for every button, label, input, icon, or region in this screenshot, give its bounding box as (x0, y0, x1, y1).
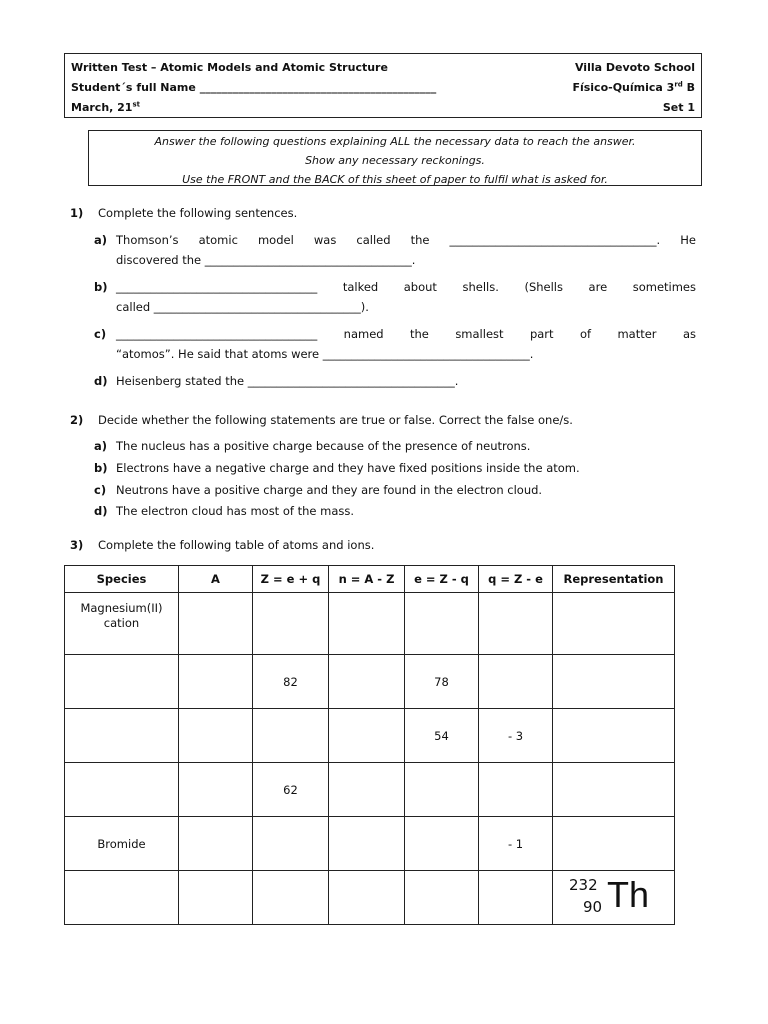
question-3: 3) Complete the following table of atoms and ions. (70, 538, 375, 552)
table-cell (65, 871, 179, 925)
statement-c: c) Neutrons have a positive charge and they are found in the electron cloud. (94, 483, 543, 497)
column-header: Representation (553, 566, 675, 593)
element-symbol: Th (607, 873, 650, 915)
column-header: Z = e + q (253, 566, 329, 593)
column-header: Species (65, 566, 179, 593)
table-cell (65, 763, 179, 817)
table-cell (179, 593, 253, 655)
table-cell: Magnesium(II) cation (65, 593, 179, 655)
table-cell (553, 709, 675, 763)
question-1d: d) Heisenberg stated the ____________________________________. (94, 374, 459, 388)
test-title: Written Test – Atomic Models and Atomic Structure (71, 60, 388, 74)
table-cell (405, 763, 479, 817)
table-row (65, 817, 675, 871)
student-name-field: Student´s full Name ___________________________________________ (71, 80, 437, 94)
table-cell (179, 763, 253, 817)
table-row (65, 655, 675, 709)
table-cell (329, 655, 405, 709)
table-cell: 54 (405, 709, 479, 763)
table-cell (329, 709, 405, 763)
question-1: 1) Complete the following sentences. (70, 206, 298, 220)
table-cell (479, 763, 553, 817)
isotope-representation (553, 871, 675, 925)
atoms-ions-table (64, 565, 675, 925)
statement-d: d) The electron cloud has most of the mass. (94, 504, 355, 518)
table-cell (179, 655, 253, 709)
instruction-line: Answer the following questions explaining ALL the necessary data to reach the answer. (154, 135, 636, 148)
mass-number: 232 (569, 875, 598, 894)
table-cell (253, 817, 329, 871)
statement-b: b) Electrons have a negative charge and they have fixed positions inside the atom. (94, 461, 580, 475)
table-header-row (65, 566, 675, 593)
table-cell (179, 871, 253, 925)
table-cell (329, 763, 405, 817)
column-header: A (179, 566, 253, 593)
school-name: Villa Devoto School (574, 60, 695, 74)
table-row (65, 763, 675, 817)
table-cell (405, 593, 479, 655)
test-set: Set 1 (662, 100, 695, 114)
table-cell: 78 (405, 655, 479, 709)
table-cell: - 1 (479, 817, 553, 871)
table-cell (553, 817, 675, 871)
question-1b: b) ___________________________________ talked about shells. (Shells are sometimes called ____________________________________). (94, 280, 696, 314)
table-cell (553, 763, 675, 817)
table-cell: 62 (253, 763, 329, 817)
column-header: e = Z - q (405, 566, 479, 593)
question-2: 2) Decide whether the following statements are true or false. Correct the false one/s. (70, 413, 573, 427)
table-cell (179, 709, 253, 763)
test-header (64, 53, 702, 118)
table-cell (253, 709, 329, 763)
table-cell (253, 593, 329, 655)
table-cell: 82 (253, 655, 329, 709)
column-header: q = Z - e (479, 566, 553, 593)
table-cell: - 3 (479, 709, 553, 763)
table-row (65, 709, 675, 763)
atomic-number: 90 (583, 897, 603, 916)
table-cell (179, 817, 253, 871)
table-cell (479, 655, 553, 709)
table-cell (553, 655, 675, 709)
table-cell (329, 871, 405, 925)
table-cell (405, 817, 479, 871)
table-cell (405, 871, 479, 925)
question-1c: c) ___________________________________ named the smallest part of matter as “atomos”. He said that atoms were ____________________________________. (94, 327, 696, 361)
course-name: Físico-Química 3rd B (572, 79, 695, 94)
table-row (65, 593, 675, 655)
table-cell (253, 871, 329, 925)
test-date: March, 21st (71, 99, 140, 114)
statement-a: a) The nucleus has a positive charge because of the presence of neutrons. (94, 439, 531, 453)
table-cell (553, 593, 675, 655)
table-row (65, 871, 675, 925)
table-cell (479, 871, 553, 925)
table-cell (65, 709, 179, 763)
table-cell (329, 593, 405, 655)
table-cell (329, 817, 405, 871)
instruction-line: Use the FRONT and the BACK of this sheet of paper to fulfil what is asked for. (182, 173, 608, 186)
instructions-box (88, 130, 702, 186)
table-cell (479, 593, 553, 655)
table-cell: Bromide (65, 817, 179, 871)
table-cell (65, 655, 179, 709)
question-1a: a) Thomson’s atomic model was called the ____________________________________. He discovered the ____________________________________. (94, 233, 696, 267)
instruction-line: Show any necessary reckonings. (305, 154, 485, 167)
column-header: n = A - Z (329, 566, 405, 593)
